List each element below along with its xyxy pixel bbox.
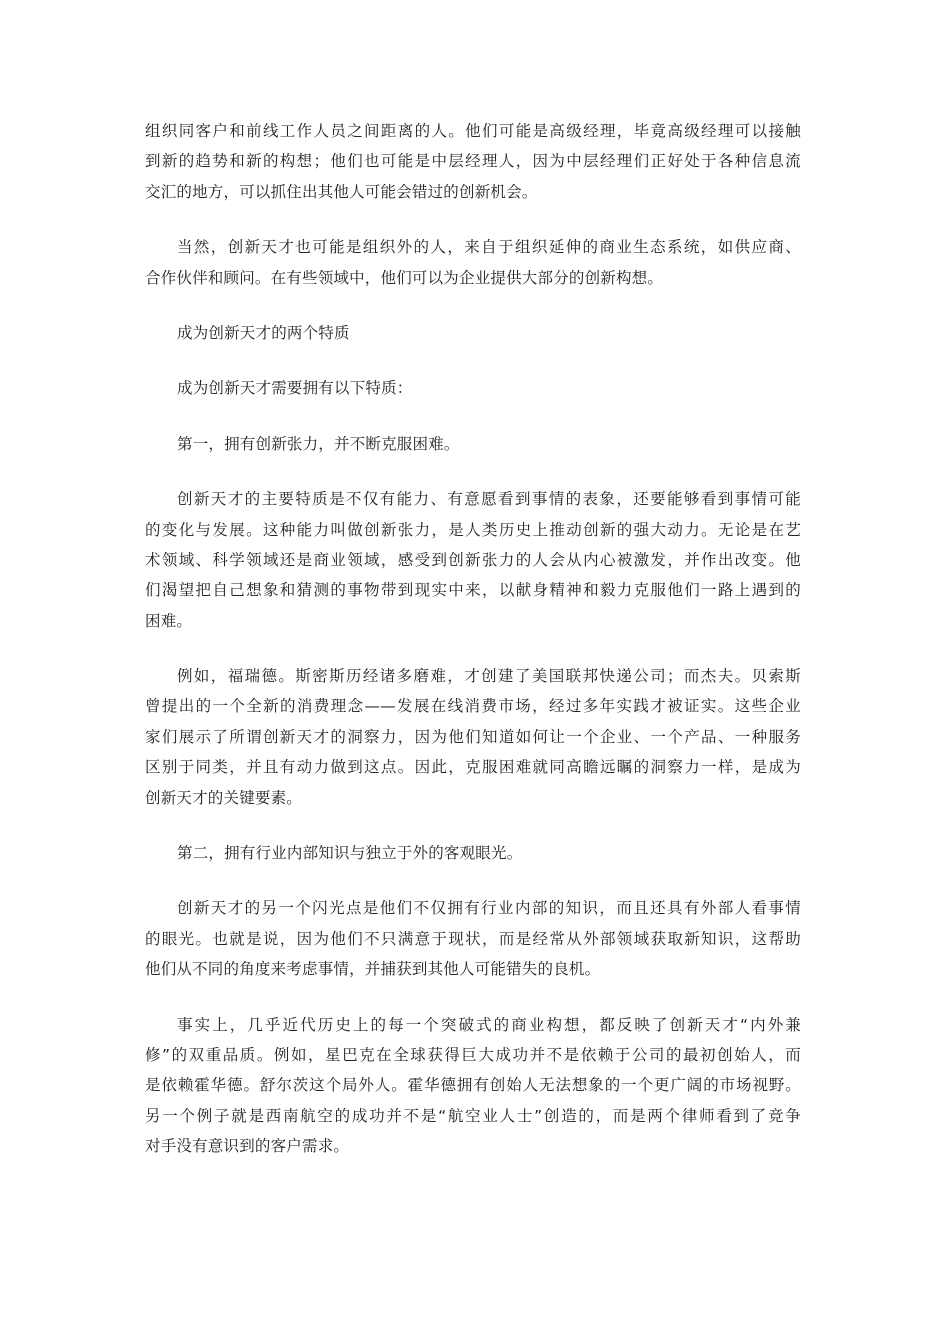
text-line: 第一，拥有创新张力，并不断克服困难。 bbox=[177, 434, 460, 453]
text-line: 例如，福瑞德。斯密斯历经诸多磨难，才创建了美国联邦快递公司；而杰夫。贝索斯 bbox=[177, 667, 801, 686]
text-line: 第二，拥有行业内部知识与独立于外的客观眼光。 bbox=[177, 844, 523, 863]
text-line: 创新天才的关键要素。 bbox=[145, 788, 303, 807]
text-line: 创新天才的另一个闪光点是他们不仅拥有行业内部的知识，而且还具有外部人看事情 bbox=[177, 899, 801, 918]
paragraph bbox=[145, 116, 801, 207]
text-line: 对手没有意识到的客户需求。 bbox=[145, 1137, 350, 1156]
text-line: 们渴望把自己想象和猜测的事物带到现实中来，以献身精神和毅力克服他们一路上遇到的 bbox=[145, 581, 801, 600]
text-line: 成为创新天才的两个特质 bbox=[177, 323, 350, 342]
text-line: 事实上，几乎近代历史上的每一个突破式的商业构想，都反映了创新天才“内外兼 bbox=[177, 1015, 801, 1034]
paragraph bbox=[145, 318, 801, 348]
text-line: 修”的双重品质。例如，星巴克在全球获得巨大成功并不是依赖于公司的最初创始人，而 bbox=[145, 1045, 801, 1064]
text-line: 困难。 bbox=[145, 611, 193, 630]
text-line: 当然，创新天才也可能是组织外的人，来自于组织延伸的商业生态系统，如供应商、 bbox=[177, 238, 801, 257]
paragraph bbox=[145, 484, 801, 636]
text-line: 的眼光。也就是说，因为他们不只满意于现状，而是经常从外部领域获取新知识，这帮助 bbox=[145, 929, 801, 948]
text-line: 区别于同类，并且有动力做到这点。因此，克服困难就同高瞻远瞩的洞察力一样，是成为 bbox=[145, 758, 801, 777]
paragraph bbox=[145, 893, 801, 984]
text-line: 成为创新天才需要拥有以下特质： bbox=[177, 379, 413, 398]
paragraph bbox=[145, 1010, 801, 1162]
paragraph bbox=[145, 838, 801, 868]
text-line: 曾提出的一个全新的消费理念——发展在线消费市场，经过多年实践才被证实。这些企业 bbox=[145, 697, 801, 716]
text-line: 交汇的地方，可以抓住出其他人可能会错过的创新机会。 bbox=[145, 182, 538, 201]
paragraph bbox=[145, 661, 801, 813]
text-line: 术领域、科学领域还是商业领域，感受到创新张力的人会从内心被激发，并作出改变。他 bbox=[145, 550, 801, 569]
text-line: 是依赖霍华德。舒尔茨这个局外人。霍华德拥有创始人无法想象的一个更广阔的市场视野。 bbox=[145, 1076, 801, 1095]
text-line: 到新的趋势和新的构想；他们也可能是中层经理人，因为中层经理们正好处于各种信息流 bbox=[145, 152, 801, 171]
paragraph bbox=[145, 373, 801, 403]
text-line: 合作伙伴和顾问。在有些领域中，他们可以为企业提供大部分的创新构想。 bbox=[145, 268, 664, 287]
text-line: 组织同客户和前线工作人员之间距离的人。他们可能是高级经理，毕竟高级经理可以接触 bbox=[145, 122, 801, 140]
text-line: 另一个例子就是西南航空的成功并不是“航空业人士”创造的，而是两个律师看到了竞争 bbox=[145, 1106, 801, 1125]
text-line: 的变化与发展。这种能力叫做创新张力，是人类历史上推动创新的强大动力。无论是在艺 bbox=[145, 520, 801, 539]
document-body bbox=[145, 116, 801, 1187]
paragraph bbox=[145, 429, 801, 459]
text-line: 他们从不同的角度来考虑事情，并捕获到其他人可能错失的良机。 bbox=[145, 960, 601, 979]
text-line: 家们展示了所谓创新天才的洞察力，因为他们知道如何让一个企业、一个产品、一种服务 bbox=[145, 727, 801, 746]
text-line: 创新天才的主要特质是不仅有能力、有意愿看到事情的表象，还要能够看到事情可能 bbox=[177, 490, 801, 509]
paragraph bbox=[145, 232, 801, 293]
